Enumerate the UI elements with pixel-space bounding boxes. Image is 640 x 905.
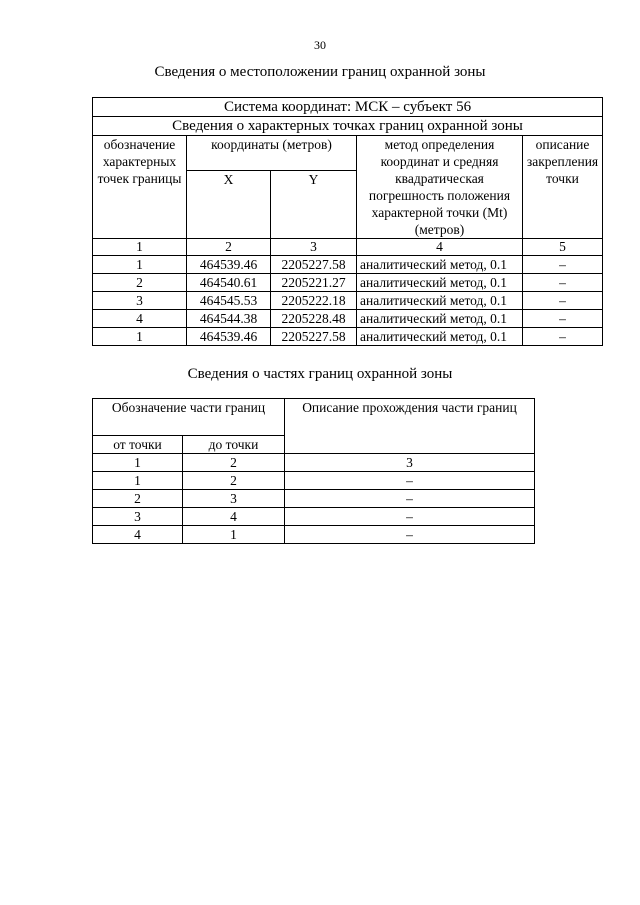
table-row	[93, 508, 535, 526]
section-title-boundaries: Сведения о местоположении границ охранной зоны	[154, 64, 486, 80]
point-cell: 3	[93, 292, 187, 310]
boundary-points-table	[92, 97, 603, 346]
header-part-description: Описание прохождения части границ	[285, 399, 535, 454]
x-cell: 464539.46	[187, 256, 271, 274]
point-cell: 1	[93, 256, 187, 274]
header-x: X	[187, 171, 271, 239]
boundary-parts-table	[92, 398, 535, 544]
description-cell: –	[523, 292, 603, 310]
description-cell: –	[523, 274, 603, 292]
x-cell: 464545.53	[187, 292, 271, 310]
column-number: 4	[357, 239, 523, 256]
from-cell: 1	[93, 472, 183, 490]
column-number: 2	[183, 454, 285, 472]
to-cell: 3	[183, 490, 285, 508]
column-number: 3	[285, 454, 535, 472]
header-point-designation: обозначение характерных точек границы	[93, 136, 187, 239]
column-number: 1	[93, 239, 187, 256]
description-cell: –	[523, 328, 603, 346]
to-cell: 1	[183, 526, 285, 544]
y-cell: 2205228.48	[271, 310, 357, 328]
column-number: 3	[271, 239, 357, 256]
method-cell: аналитический метод, 0.1	[357, 292, 523, 310]
table-row	[93, 292, 603, 310]
header-method: метод определения координат и средняя квадратическая погрешность положения характерной точки (Mt) (метров)	[357, 136, 523, 239]
description-cell: –	[523, 256, 603, 274]
y-cell: 2205227.58	[271, 328, 357, 346]
coordinate-system-row: Система координат: МСК – субъект 56	[93, 98, 603, 117]
method-cell: аналитический метод, 0.1	[357, 274, 523, 292]
method-cell: аналитический метод, 0.1	[357, 310, 523, 328]
from-cell: 4	[93, 526, 183, 544]
column-number: 5	[523, 239, 603, 256]
to-cell: 4	[183, 508, 285, 526]
method-cell: аналитический метод, 0.1	[357, 256, 523, 274]
description-cell: –	[285, 472, 535, 490]
point-cell: 1	[93, 328, 187, 346]
description-cell: –	[523, 310, 603, 328]
header-from-point: от точки	[93, 436, 183, 454]
table-row	[93, 526, 535, 544]
description-cell: –	[285, 490, 535, 508]
y-cell: 2205221.27	[271, 274, 357, 292]
x-cell: 464544.38	[187, 310, 271, 328]
x-cell: 464540.61	[187, 274, 271, 292]
method-cell: аналитический метод, 0.1	[357, 328, 523, 346]
header-to-point: до точки	[183, 436, 285, 454]
point-cell: 2	[93, 274, 187, 292]
description-cell: –	[285, 508, 535, 526]
page-number: 30	[314, 38, 326, 52]
table-row	[93, 256, 603, 274]
description-cell: –	[285, 526, 535, 544]
table-row	[93, 274, 603, 292]
header-coordinates: координаты (метров)	[187, 136, 357, 171]
table-row	[93, 490, 535, 508]
header-description: описание закрепления точки	[523, 136, 603, 239]
section-title-parts: Сведения о частях границ охранной зоны	[187, 366, 453, 382]
from-cell: 2	[93, 490, 183, 508]
header-part-designation: Обозначение части границ	[93, 399, 285, 436]
table-row	[93, 328, 603, 346]
points-subtitle-row: Сведения о характерных точках границ охранной зоны	[93, 117, 603, 136]
table-row	[93, 310, 603, 328]
from-cell: 3	[93, 508, 183, 526]
column-number: 1	[93, 454, 183, 472]
header-y: Y	[271, 171, 357, 239]
y-cell: 2205227.58	[271, 256, 357, 274]
column-number: 2	[187, 239, 271, 256]
to-cell: 2	[183, 472, 285, 490]
x-cell: 464539.46	[187, 328, 271, 346]
y-cell: 2205222.18	[271, 292, 357, 310]
table-row	[93, 472, 535, 490]
point-cell: 4	[93, 310, 187, 328]
